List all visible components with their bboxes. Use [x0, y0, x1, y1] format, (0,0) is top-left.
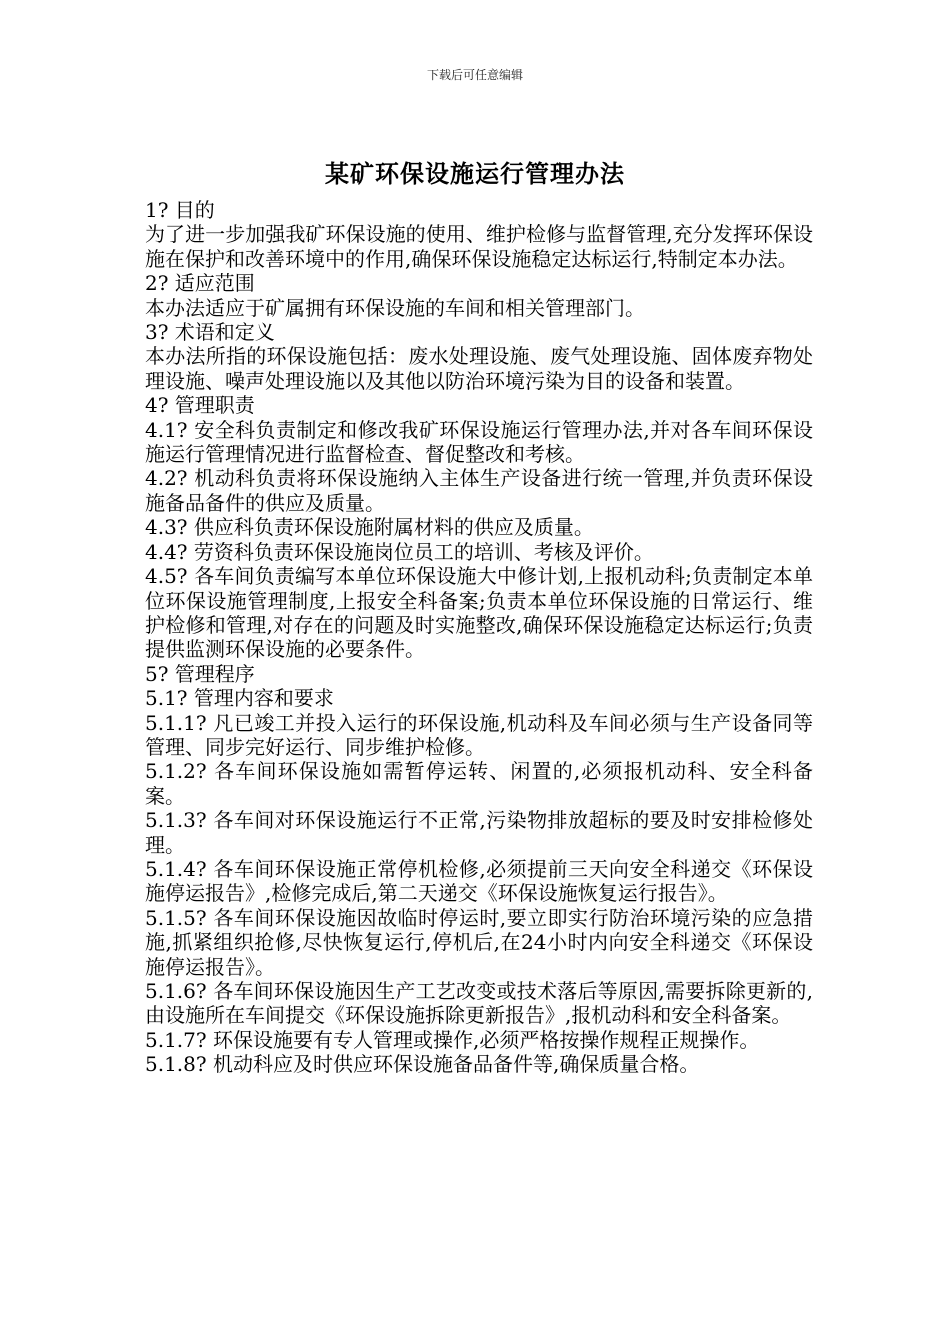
section-heading: 4? 管理职责 [145, 393, 255, 418]
paragraph: 5.1.6? 各车间环保设施因生产工艺改变或技术落后等原因,需要拆除更新的,由设施所在车间提交《环保设施拆除更新报告》,报机动科和安全科备案。 [145, 979, 813, 1028]
paragraph: 4.3? 供应科负责环保设施附属材料的供应及质量。 [145, 515, 594, 540]
paragraph: 4.5? 各车间负责编写本单位环保设施大中修计划,上报机动科;负责制定本单位环保设施管理制度,上报安全科备案;负责本单位环保设施的日常运行、维护检修和管理,对存在的问题及时实施整改,确保环保设施稳定达标运行;负责提供监测环保设施的必要条件。 [145, 564, 813, 662]
paragraph: 4.4? 劳资科负责环保设施岗位员工的培训、考核及评价。 [145, 539, 654, 564]
section-heading: 5? 管理程序 [145, 661, 255, 686]
paragraph: 5.1.4? 各车间环保设施正常停机检修,必须提前三天向安全科递交《环保设施停运报告》,检修完成后,第二天递交《环保设施恢复运行报告》。 [145, 856, 813, 906]
section-heading: 2? 适应范围 [145, 271, 255, 296]
paragraph: 4.2? 机动科负责将环保设施纳入主体生产设备进行统一管理,并负责环保设施备品备件的供应及质量。 [145, 466, 813, 515]
subsection-heading: 5.1? 管理内容和要求 [145, 686, 334, 711]
document-body [145, 198, 813, 1077]
paragraph: 5.1.7? 环保设施要有专人管理或操作,必须严格按操作规程正规操作。 [145, 1027, 760, 1052]
paragraph: 本办法所指的环保设施包括：废水处理设施、废气处理设施、固体废弃物处理设施、噪声处理设施以及其他以防治环境污染为目的设备和装置。 [145, 344, 813, 393]
paragraph: 4.1? 安全科负责制定和修改我矿环保设施运行管理办法,并对各车间环保设施运行管理情况进行监督检查、督促整改和考核。 [145, 417, 813, 467]
section-heading: 3? 术语和定义 [145, 320, 275, 345]
paragraph: 5.1.8? 机动科应及时供应环保设施备品备件等,确保质量合格。 [145, 1052, 700, 1077]
paragraph: 5.1.3? 各车间对环保设施运行不正常,污染物排放超标的要及时安排检修处理。 [145, 808, 813, 857]
paragraph: 5.1.1? 凡已竣工并投入运行的环保设施,机动科及车间必须与生产设备同等管理、同步完好运行、同步维护检修。 [145, 710, 813, 759]
header-note: 下载后可任意编辑 [426, 68, 523, 82]
paragraph: 本办法适应于矿属拥有环保设施的车间和相关管理部门。 [145, 295, 645, 320]
paragraph: 5.1.2? 各车间环保设施如需暂停运转、闲置的,必须报机动科、安全科备案。 [145, 759, 813, 808]
paragraph: 5.1.5? 各车间环保设施因故临时停运时,要立即实行防治环境污染的应急措施,抓紧组织抢修,尽快恢复运行,停机后,在24小时内向安全科递交《环保设施停运报告》。 [145, 905, 813, 979]
paragraph: 为了进一步加强我矿环保设施的使用、维护检修与监督管理,充分发挥环保设施在保护和改善环境中的作用,确保环保设施稳定达标运行,特制定本办法。 [145, 222, 813, 271]
document-title: 某矿环保设施运行管理办法 [325, 160, 625, 188]
section-heading: 1? 目的 [145, 198, 215, 222]
